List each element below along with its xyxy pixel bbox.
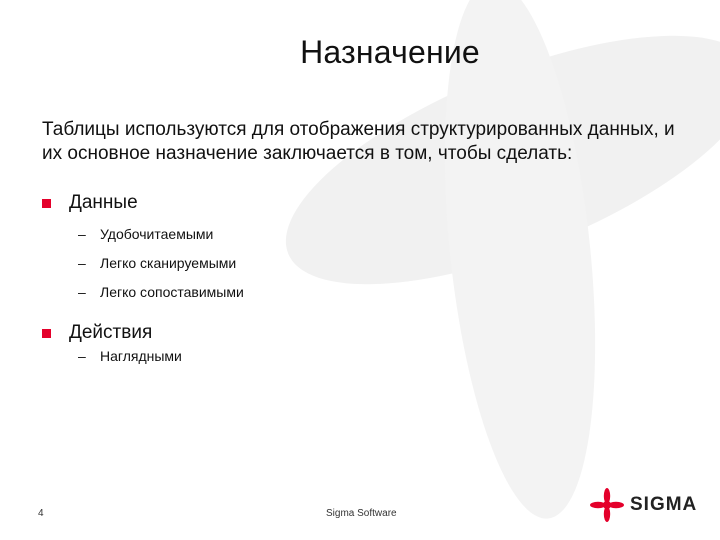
subitem-label: Удобочитаемыми (100, 226, 214, 242)
subitem-label: Наглядными (100, 348, 182, 364)
logo-text: SIGMA (630, 494, 698, 515)
bullet-label: Данные (69, 192, 138, 213)
slide-title: Назначение (300, 34, 480, 70)
subitem (78, 255, 236, 271)
dash: – (78, 255, 86, 271)
sigma-star-icon (590, 488, 624, 522)
sigma-logo (590, 488, 697, 522)
dash: – (78, 226, 86, 242)
page-number: 4 (38, 508, 44, 519)
subitem-label: Легко сопоставимыми (100, 284, 244, 300)
intro-text: Таблицы используются для отображения структурированных данных, и их основное назначение заключается в том, чтобы сделать: (42, 119, 675, 164)
subitem (78, 348, 182, 364)
subitem (78, 284, 244, 300)
bullet-actions (42, 322, 152, 344)
dash: – (78, 284, 86, 300)
bullet-data (42, 192, 138, 214)
bullet-label: Действия (69, 322, 153, 343)
bullet-square-icon (42, 329, 51, 338)
dash: – (78, 348, 86, 364)
subitem (78, 226, 213, 242)
subitem-label: Легко сканируемыми (100, 255, 237, 271)
footer-company: Sigma Software (326, 508, 397, 519)
bullet-square-icon (42, 199, 51, 208)
